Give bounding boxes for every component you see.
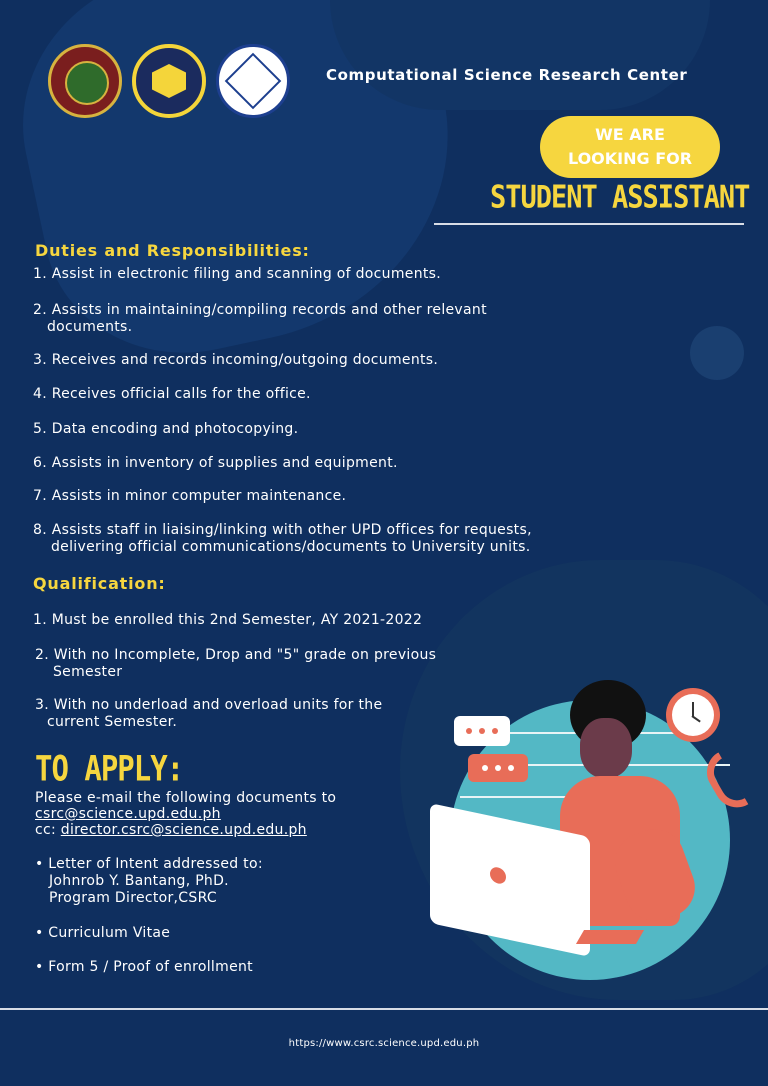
duty-item: 3. Receives and records incoming/outgoing documents. xyxy=(33,352,439,368)
clock-icon xyxy=(666,688,720,742)
illustration-woman-at-laptop xyxy=(430,680,760,980)
cc-label: cc: xyxy=(35,822,57,838)
bullet-curriculum-vitae: • Curriculum Vitae xyxy=(35,925,171,941)
center-name: Computational Science Research Center xyxy=(326,66,688,84)
logo-row xyxy=(48,44,290,118)
chat-bubble-icon xyxy=(454,716,510,746)
college-of-science-logo xyxy=(132,44,206,118)
qualification-item: 1. Must be enrolled this 2nd Semester, AY 2021-2022 xyxy=(33,612,423,628)
apply-email-line xyxy=(35,806,221,823)
chat-bubble-icon xyxy=(468,754,528,782)
up-seal-logo xyxy=(48,44,122,118)
looking-for-badge xyxy=(540,116,720,178)
email-link[interactable]: csrc@science.upd.edu.ph xyxy=(35,806,221,822)
qualification-item: 2. With no Incomplete, Drop and "5" grade on previous Semester xyxy=(35,647,437,680)
apply-intro: Please e-mail the following documents to xyxy=(35,790,337,806)
to-apply-title: TO APPLY: xyxy=(35,748,184,789)
badge-line-2: LOOKING FOR xyxy=(567,149,693,168)
duty-item: 8. Assists staff in liaising/linking with other UPD offices for requests, delivering official communications/documents to University units. xyxy=(33,522,532,555)
apply-cc-line xyxy=(35,822,307,839)
position-headline: STUDENT ASSISTANT xyxy=(490,179,750,216)
divider xyxy=(434,223,744,225)
bullet-letter-of-intent: • Letter of Intent addressed to: Johnrob Y. Bantang, PhD. Program Director,CSRC xyxy=(35,856,263,906)
duty-item: 2. Assists in maintaining/compiling records and other relevant documents. xyxy=(33,302,487,335)
footer-divider xyxy=(0,1008,768,1010)
qualification-title: Qualification: xyxy=(33,574,166,593)
footer-url: https://www.csrc.science.upd.edu.ph xyxy=(288,1038,480,1049)
background-dot xyxy=(690,326,744,380)
background-blob xyxy=(330,0,710,110)
duty-item: 5. Data encoding and photocopying. xyxy=(33,421,299,437)
badge-line-1: WE ARE xyxy=(595,125,665,144)
laptop-base xyxy=(576,930,644,944)
duty-item: 1. Assist in electronic filing and scanning of documents. xyxy=(33,266,441,282)
duty-item: 4. Receives official calls for the office. xyxy=(33,386,311,402)
bullet-form5: • Form 5 / Proof of enrollment xyxy=(35,959,253,975)
duty-item: 6. Assists in inventory of supplies and equipment. xyxy=(33,455,398,471)
duty-item: 7. Assists in minor computer maintenance. xyxy=(33,488,347,504)
csrc-logo xyxy=(216,44,290,118)
qualification-item: 3. With no underload and overload units for the current Semester. xyxy=(35,697,383,730)
duties-title: Duties and Responsibilities: xyxy=(35,241,310,260)
cc-email-link[interactable]: director.csrc@science.upd.edu.ph xyxy=(60,822,307,838)
